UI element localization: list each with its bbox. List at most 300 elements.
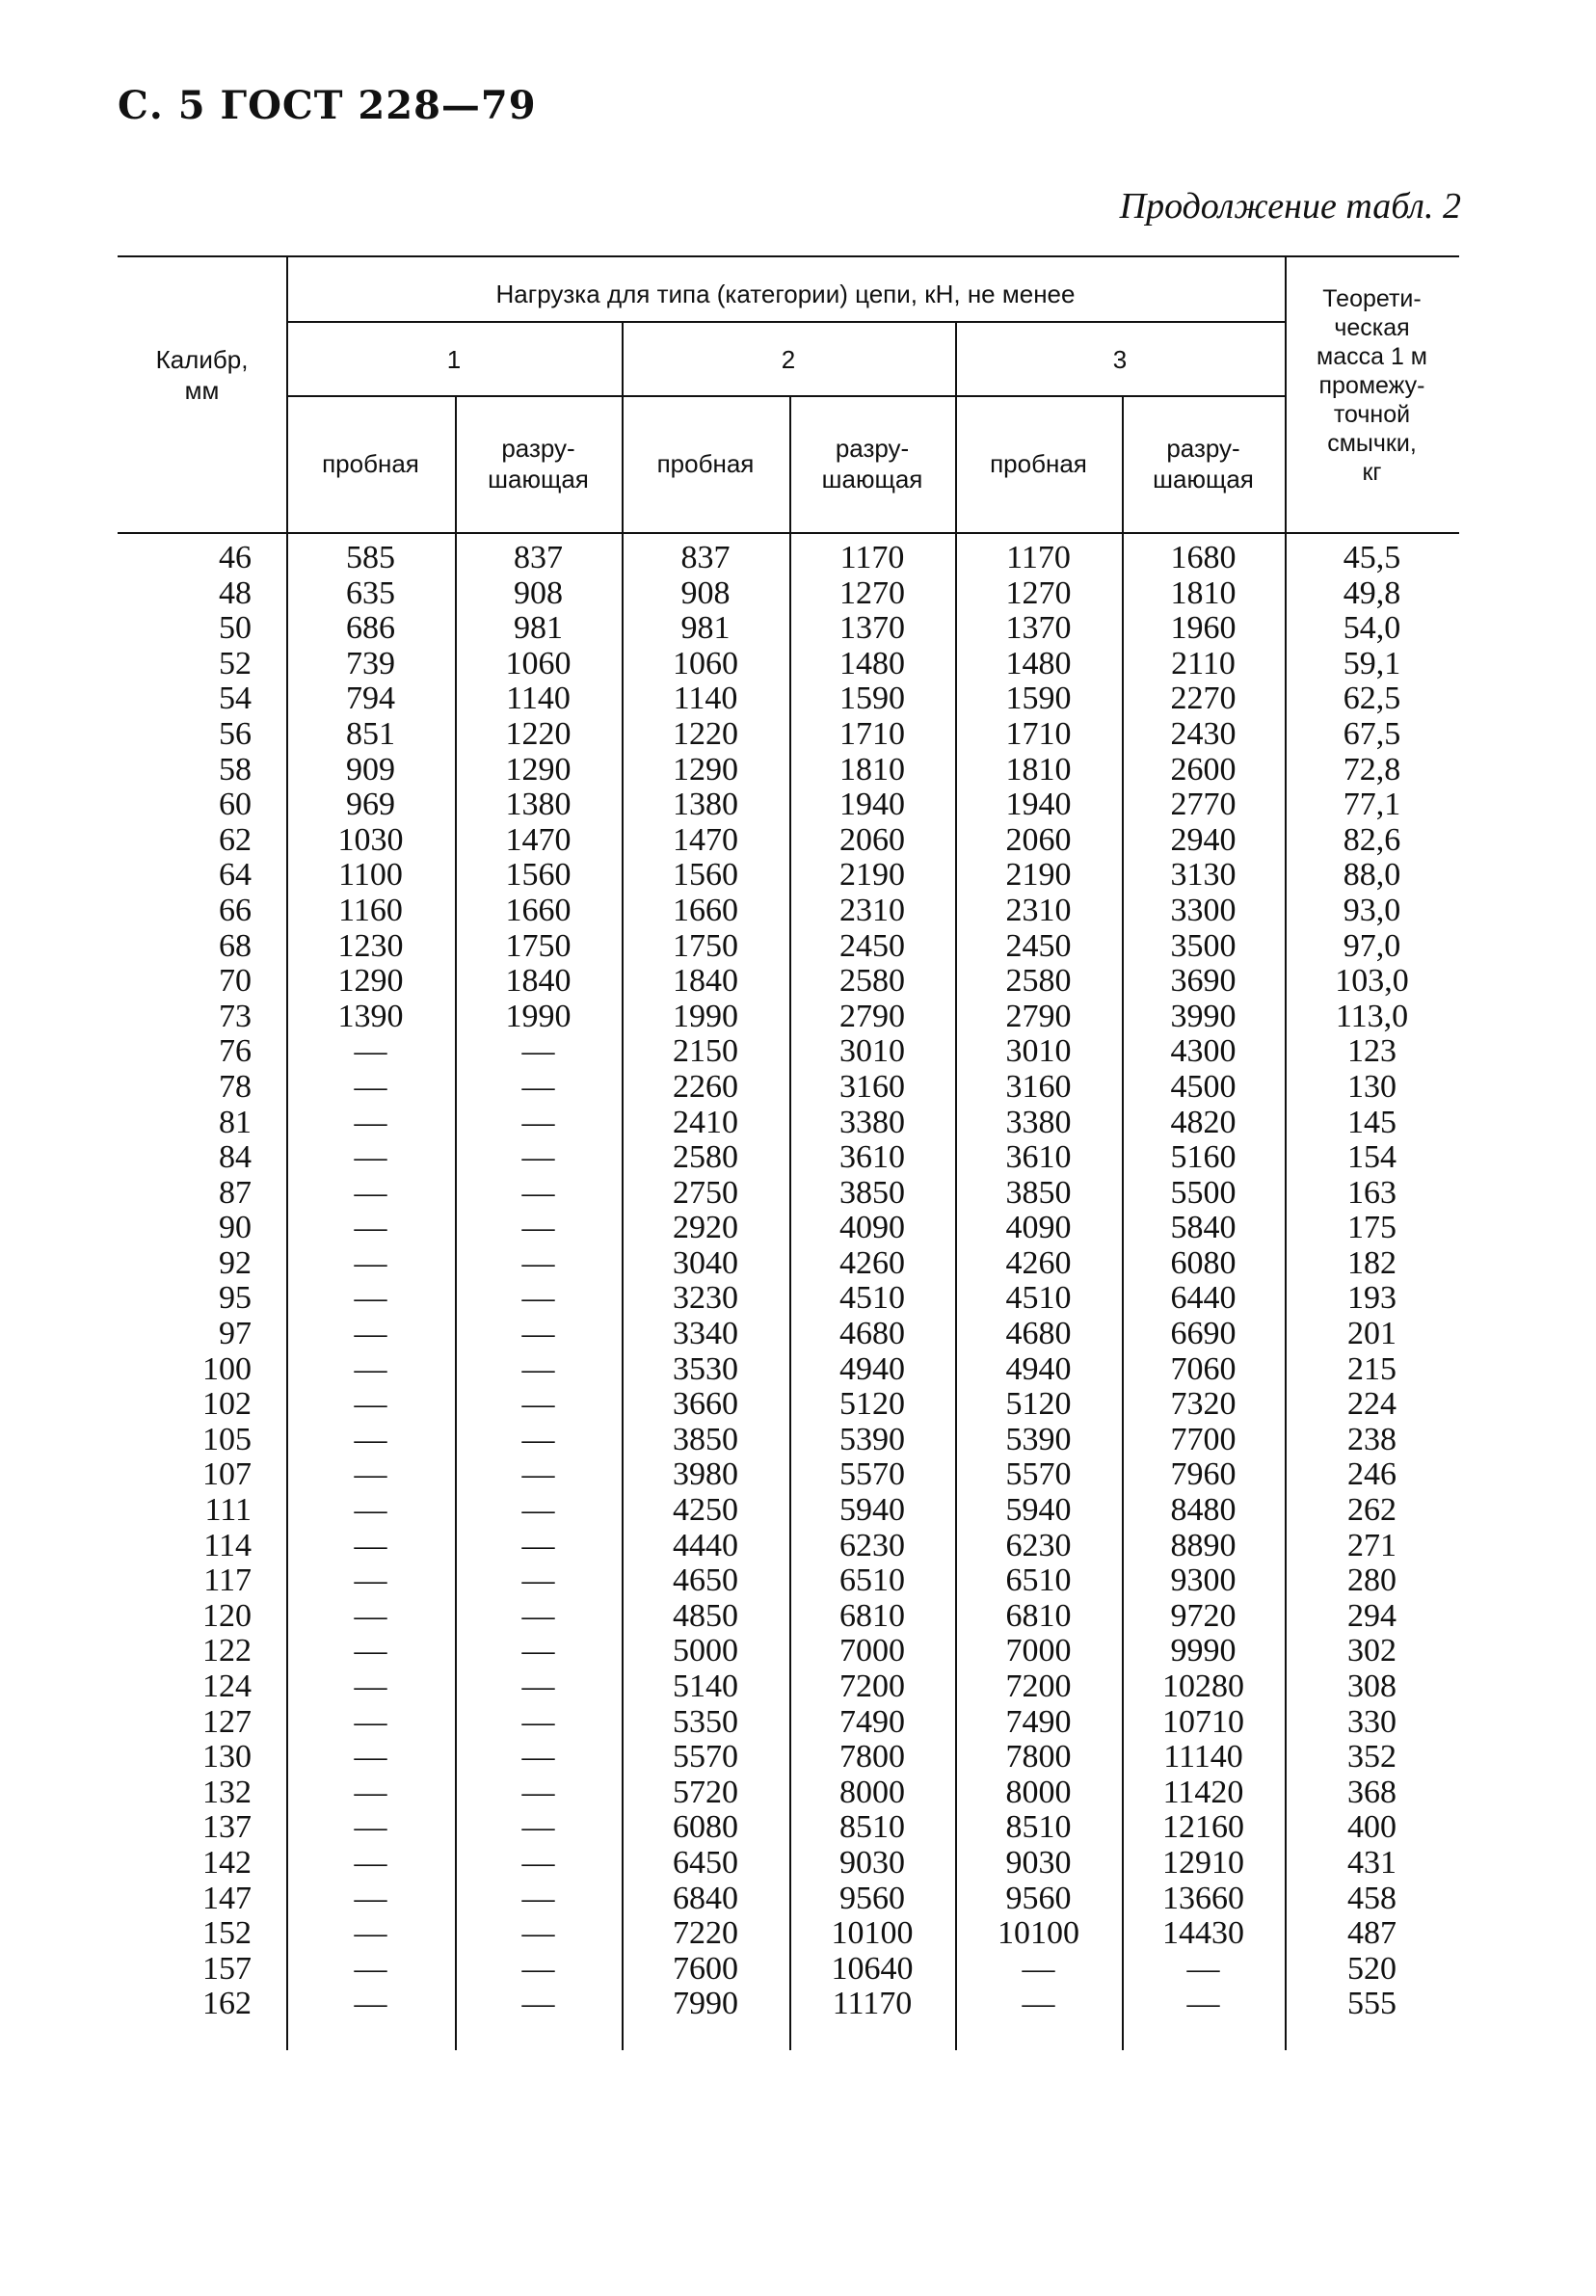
table-cell: 62 — [219, 821, 252, 858]
table-cell: 3980 — [673, 1456, 738, 1493]
table-cell: 837 — [680, 540, 731, 575]
table-cell: 1270 — [1005, 574, 1072, 611]
table-cell: 46 — [219, 540, 252, 575]
table-cell: 201 — [1347, 1316, 1396, 1352]
table-cell: — — [354, 1562, 387, 1599]
table-cell: 193 — [1347, 1280, 1396, 1317]
table-cell: 2580 — [839, 963, 905, 1000]
table-cell: — — [521, 1350, 555, 1387]
table-cell: 908 — [514, 574, 563, 611]
table-cell: 5390 — [839, 1421, 905, 1457]
table-cell: 9030 — [839, 1844, 905, 1881]
table-cell: 1370 — [839, 610, 905, 647]
table-cell: — — [521, 1844, 555, 1881]
table-cell: 224 — [1347, 1386, 1396, 1423]
mass-header: Теорети- ческая масса 1 м промежу- точной смычки, кг — [1317, 285, 1427, 486]
table-cell: 5000 — [673, 1633, 738, 1669]
continuation-label: Продолжение табл. 2 — [1119, 186, 1461, 227]
table-cell: 12910 — [1162, 1844, 1244, 1881]
table-cell: 1030 — [337, 821, 404, 858]
table-cell: 1810 — [1170, 574, 1237, 611]
table-cell: — — [354, 1950, 387, 1987]
table-cell: 5570 — [839, 1456, 905, 1493]
table-cell: 54,0 — [1343, 610, 1401, 647]
table-cell: 8000 — [1005, 1774, 1072, 1810]
table-cell: 137 — [202, 1809, 252, 1846]
table-cell: 7490 — [839, 1703, 905, 1740]
table-cell: 182 — [1347, 1244, 1396, 1281]
table-cell: 4850 — [673, 1597, 738, 1634]
table-cell: — — [354, 1633, 387, 1669]
table-cell: 4300 — [1170, 1033, 1237, 1070]
table-cell: 142 — [202, 1844, 252, 1881]
table-cell: — — [521, 1527, 555, 1563]
type3-breaking-header: разру- шающая — [1153, 434, 1254, 494]
type-2-header: 2 — [781, 345, 796, 374]
table-cell: 2060 — [839, 821, 905, 858]
table-cell: 1380 — [673, 787, 738, 823]
table-cell: — — [521, 1950, 555, 1987]
table-cell: 73 — [219, 998, 252, 1034]
table-cell: 111 — [204, 1492, 252, 1529]
table-cell: 4940 — [1005, 1350, 1072, 1387]
table-cell: 13660 — [1162, 1880, 1244, 1916]
table-cell: — — [354, 1174, 387, 1211]
table-cell: — — [521, 1068, 555, 1105]
table-cell: 981 — [514, 610, 563, 647]
caliber-header: Калибр, мм — [155, 345, 249, 405]
table-cell: — — [1186, 1950, 1220, 1987]
table-cell: 6810 — [1005, 1597, 1072, 1634]
table-cell: — — [521, 1386, 555, 1423]
table-cell: 1990 — [505, 998, 572, 1034]
table-cell: 123 — [1347, 1033, 1396, 1070]
table-cell: 3340 — [673, 1316, 738, 1352]
table-cell: 1660 — [505, 892, 572, 928]
table-cell: 7000 — [839, 1633, 905, 1669]
table-cell: — — [354, 1492, 387, 1529]
table-cell: 130 — [1347, 1068, 1396, 1105]
table-cell: 50 — [219, 610, 252, 647]
table-cell: 215 — [1347, 1350, 1396, 1387]
table-cell: 4650 — [673, 1562, 738, 1599]
table-cell: 4500 — [1170, 1068, 1237, 1105]
table-cell: 2410 — [673, 1104, 738, 1140]
table-cell: 6510 — [839, 1562, 905, 1599]
table-cell: — — [521, 1139, 555, 1176]
table-cell: 1060 — [505, 645, 572, 681]
table-cell: 1100 — [338, 857, 403, 894]
table-cell: 11170 — [832, 1986, 913, 2022]
table-cell: 1270 — [839, 574, 905, 611]
table-cell: 3010 — [839, 1033, 905, 1070]
table-cell: 7700 — [1170, 1421, 1237, 1457]
table-cell: 400 — [1347, 1809, 1396, 1846]
table-cell: 59,1 — [1343, 645, 1401, 681]
table-cell: — — [521, 1633, 555, 1669]
table-cell: — — [521, 1456, 555, 1493]
table-cell: 5500 — [1170, 1174, 1237, 1211]
table-cell: — — [521, 1174, 555, 1211]
table-cell: 2920 — [673, 1210, 738, 1246]
table-cell: — — [521, 1244, 555, 1281]
table-cell: 3160 — [839, 1068, 905, 1105]
table-cell: 739 — [346, 645, 395, 681]
table-cell: — — [354, 1844, 387, 1881]
table-cell: 280 — [1347, 1562, 1396, 1599]
table-cell: — — [521, 1739, 555, 1775]
table-cell: 2150 — [673, 1033, 738, 1070]
table-cell: 1940 — [839, 787, 905, 823]
page-header: С. 5 ГОСТ 228—79 — [118, 83, 537, 128]
table-cell: 7000 — [1005, 1633, 1072, 1669]
table-cell: 3850 — [1005, 1174, 1072, 1211]
table-cell: 4260 — [1005, 1244, 1072, 1281]
table-cell: 6690 — [1170, 1316, 1237, 1352]
table-cell: 6230 — [1005, 1527, 1072, 1563]
table-cell: — — [521, 1809, 555, 1846]
table-cell: — — [521, 1597, 555, 1634]
table-cell: 302 — [1347, 1633, 1396, 1669]
table-cell: 1140 — [506, 681, 571, 717]
type2-test-header: пробная — [656, 449, 755, 478]
table-cell: 5120 — [1005, 1386, 1072, 1423]
table-cell: 14430 — [1162, 1915, 1244, 1952]
table-cell: — — [521, 1492, 555, 1529]
table-cell: 124 — [202, 1669, 252, 1704]
table-cell: — — [354, 1104, 387, 1140]
table-cell: 5840 — [1170, 1210, 1237, 1246]
table-cell: — — [521, 1915, 555, 1952]
table-top-rule — [118, 255, 1459, 257]
table-cell: — — [354, 1597, 387, 1634]
table-cell: 352 — [1347, 1739, 1396, 1775]
table-cell: 58 — [219, 751, 252, 788]
table-cell: 3610 — [839, 1139, 905, 1176]
table-cell: 113,0 — [1335, 998, 1409, 1034]
table-cell: 145 — [1347, 1104, 1396, 1140]
table-cell: 11420 — [1162, 1774, 1244, 1810]
table-cell: 60 — [219, 787, 252, 823]
load-group-header: Нагрузка для типа (категории) цепи, кН, не менее — [495, 280, 1076, 308]
table-cell: 908 — [680, 574, 731, 611]
table-cell: — — [521, 1421, 555, 1457]
table-cell: 8510 — [839, 1809, 905, 1846]
table-cell: 2060 — [1005, 821, 1072, 858]
table-cell: 2790 — [1005, 998, 1072, 1034]
table-cell: 7060 — [1170, 1350, 1237, 1387]
table-cell: 1220 — [673, 715, 738, 752]
table-cell: 95 — [219, 1280, 252, 1317]
table-cell: 72,8 — [1343, 751, 1401, 788]
table-cell: 2310 — [839, 892, 905, 928]
type2-test-column — [622, 541, 789, 2022]
type-1-header: 1 — [446, 345, 462, 374]
table-cell: — — [521, 1280, 555, 1317]
table-cell: 5120 — [839, 1386, 905, 1423]
table-cell: 5160 — [1170, 1139, 1237, 1176]
table-cell: 8480 — [1170, 1492, 1237, 1529]
table-cell: 45,5 — [1343, 540, 1401, 575]
table-cell: 66 — [219, 892, 252, 928]
table-cell: 3010 — [1005, 1033, 1072, 1070]
table-cell: 1750 — [673, 927, 738, 964]
table-cell: 3530 — [673, 1350, 738, 1387]
table-cell: 100 — [202, 1350, 252, 1387]
table-cell: 8890 — [1170, 1527, 1237, 1563]
table-cell: 487 — [1347, 1915, 1396, 1952]
table-cell: 132 — [202, 1774, 252, 1810]
table-cell: 6840 — [673, 1880, 738, 1916]
table-cell: 103,0 — [1335, 963, 1409, 1000]
table-cell: 81 — [219, 1104, 252, 1140]
table-cell: 6810 — [839, 1597, 905, 1634]
caliber-column — [118, 541, 286, 2022]
table-cell: — — [521, 1880, 555, 1916]
table-cell: 1220 — [505, 715, 572, 752]
table-cell: — — [354, 1421, 387, 1457]
table-cell: 175 — [1347, 1210, 1396, 1246]
type-3-header: 3 — [1112, 345, 1128, 374]
table-cell: 2770 — [1170, 787, 1237, 823]
table-cell: 1750 — [505, 927, 572, 964]
table-cell: 3850 — [839, 1174, 905, 1211]
table-cell: 3690 — [1170, 963, 1237, 1000]
table-cell: 1060 — [673, 645, 738, 681]
table-cell: 6230 — [839, 1527, 905, 1563]
table-cell: 431 — [1347, 1844, 1396, 1881]
table-cell: 114 — [203, 1527, 252, 1563]
table-cell: 2110 — [1171, 645, 1236, 681]
table-cell: 1470 — [505, 821, 572, 858]
table-cell: 7320 — [1170, 1386, 1237, 1423]
table-cell: 130 — [202, 1739, 252, 1775]
table-cell: 2600 — [1170, 751, 1237, 788]
table-cell: 2580 — [1005, 963, 1072, 1000]
table-cell: — — [521, 1316, 555, 1352]
table-cell: — — [354, 1280, 387, 1317]
type3-breaking-column — [1122, 541, 1285, 2022]
table-cell: 105 — [202, 1421, 252, 1457]
table-cell: 5140 — [673, 1669, 738, 1704]
table-cell: 127 — [202, 1703, 252, 1740]
table-cell: 6450 — [673, 1844, 738, 1881]
table-cell: 1370 — [1005, 610, 1072, 647]
table-cell: 686 — [346, 610, 395, 647]
table-cell: 10710 — [1162, 1703, 1244, 1740]
table-cell: 308 — [1347, 1669, 1396, 1704]
table-cell: 1840 — [505, 963, 572, 1000]
table-cell: — — [521, 1986, 555, 2022]
table-cell: 3130 — [1170, 857, 1237, 894]
table-cell: 330 — [1347, 1703, 1396, 1740]
table-cell: 1480 — [839, 645, 905, 681]
table-cell: 62,5 — [1343, 681, 1401, 717]
table-cell: 5350 — [673, 1703, 738, 1740]
table-cell: 3380 — [1005, 1104, 1072, 1140]
table-cell: 271 — [1347, 1527, 1396, 1563]
table-cell: 1710 — [1005, 715, 1072, 752]
table-cell: 7800 — [839, 1739, 905, 1775]
table-cell: 1290 — [505, 751, 572, 788]
table-cell: 1560 — [673, 857, 738, 894]
table-cell: — — [521, 1033, 555, 1070]
table-cell: 2790 — [839, 998, 905, 1034]
table-cell: — — [354, 1350, 387, 1387]
table-cell: 1380 — [505, 787, 572, 823]
table-cell: 1960 — [1170, 610, 1237, 647]
table-cell: 294 — [1347, 1597, 1396, 1634]
table-cell: 2190 — [1005, 857, 1072, 894]
table-cell: 5570 — [1005, 1456, 1072, 1493]
table-cell: 2260 — [673, 1068, 738, 1105]
type1-breaking-header: разру- шающая — [488, 434, 589, 494]
table-cell: 77,1 — [1343, 787, 1401, 823]
table-cell: 2580 — [673, 1139, 738, 1176]
table-cell: 4510 — [1005, 1280, 1072, 1317]
table-cell: 64 — [219, 857, 252, 894]
table-cell: 157 — [202, 1950, 252, 1987]
table-cell: 122 — [202, 1633, 252, 1669]
table-cell: 1810 — [1005, 751, 1072, 788]
table-cell: — — [521, 1562, 555, 1599]
table-cell: 3850 — [673, 1421, 738, 1457]
table-cell: 7200 — [1005, 1669, 1072, 1704]
table-cell: 4090 — [1005, 1210, 1072, 1246]
table-cell: — — [521, 1104, 555, 1140]
table-cell: — — [521, 1210, 555, 1246]
table-cell: 1560 — [505, 857, 572, 894]
type1-test-header: пробная — [322, 449, 419, 478]
table-cell: 635 — [346, 574, 395, 611]
table-cell: 78 — [219, 1068, 252, 1105]
table-cell: 246 — [1347, 1456, 1396, 1493]
type2-breaking-header: разру- шающая — [821, 434, 923, 494]
table-cell: 2750 — [673, 1174, 738, 1211]
table-cell: 88,0 — [1343, 857, 1401, 894]
table-cell: 7960 — [1170, 1456, 1237, 1493]
table-cell: 7200 — [839, 1669, 905, 1704]
table-cell: 2450 — [1005, 927, 1072, 964]
table-cell: 1660 — [673, 892, 738, 928]
table-cell: 67,5 — [1343, 715, 1401, 752]
table-cell: 3990 — [1170, 998, 1237, 1034]
table-cell: 9720 — [1170, 1597, 1237, 1634]
table-cell: 3040 — [673, 1244, 738, 1281]
table-cell: 4090 — [839, 1210, 905, 1246]
table-cell: 1390 — [337, 998, 404, 1034]
table-cell: — — [1022, 1950, 1055, 1987]
table-cell: 97 — [219, 1316, 252, 1352]
table-cell: — — [1022, 1986, 1055, 2022]
table-cell: 84 — [219, 1139, 252, 1176]
table-cell: 162 — [202, 1986, 252, 2022]
table-cell: 1470 — [673, 821, 738, 858]
table-cell: 1590 — [1005, 681, 1072, 717]
table-cell: 9030 — [1005, 1844, 1072, 1881]
table-cell: 48 — [219, 574, 252, 611]
table-cell: — — [354, 1244, 387, 1281]
table-cell: — — [521, 1703, 555, 1740]
table-cell: 2940 — [1170, 821, 1237, 858]
table-cell: — — [354, 1986, 387, 2022]
table-cell: 1230 — [337, 927, 404, 964]
table-cell: 5940 — [839, 1492, 905, 1529]
table-cell: 4250 — [673, 1492, 738, 1529]
type3-test-column — [955, 541, 1122, 2022]
table-cell: 1140 — [673, 681, 738, 717]
table-cell: 8000 — [839, 1774, 905, 1810]
table-cell: 12160 — [1162, 1809, 1244, 1846]
load-group-rule — [286, 321, 1285, 323]
table-cell: 3230 — [673, 1280, 738, 1317]
table-cell: 1710 — [839, 715, 905, 752]
table-cell: 7600 — [673, 1950, 738, 1987]
table-cell: 3300 — [1170, 892, 1237, 928]
table-cell: — — [354, 1068, 387, 1105]
table-cell: — — [354, 1456, 387, 1493]
table-cell: — — [354, 1915, 387, 1952]
table-cell: 4940 — [839, 1350, 905, 1387]
table-cell: 2450 — [839, 927, 905, 964]
table-cell: 1160 — [338, 892, 403, 928]
table-cell: 87 — [219, 1174, 252, 1211]
table-cell: 794 — [346, 681, 395, 717]
table-cell: 1480 — [1005, 645, 1072, 681]
table-cell: 11140 — [1163, 1739, 1243, 1775]
table-cell: 10280 — [1162, 1669, 1244, 1704]
table-cell: 6080 — [673, 1809, 738, 1846]
table-cell: — — [1186, 1986, 1220, 2022]
type3-test-header: пробная — [990, 449, 1087, 478]
table-cell: 4680 — [839, 1316, 905, 1352]
table-cell: 6440 — [1170, 1280, 1237, 1317]
table-cell: 120 — [202, 1597, 252, 1634]
table-cell: 1940 — [1005, 787, 1072, 823]
type2-breaking-column — [789, 541, 955, 2022]
table-cell: 909 — [346, 751, 395, 788]
type1-breaking-column — [455, 541, 622, 2022]
table-cell: 837 — [514, 540, 563, 575]
table-cell: — — [354, 1774, 387, 1810]
table-cell: — — [354, 1139, 387, 1176]
table-cell: 56 — [219, 715, 252, 752]
table-cell: 6510 — [1005, 1562, 1072, 1599]
table-cell: 70 — [219, 963, 252, 1000]
table-cell: 1170 — [1006, 540, 1071, 575]
table-cell: — — [354, 1880, 387, 1916]
table-cell: 10100 — [831, 1915, 914, 1952]
table-cell: 117 — [203, 1562, 252, 1599]
table-cell: 5720 — [673, 1774, 738, 1810]
table-cell: 9560 — [839, 1880, 905, 1916]
table-cell: 107 — [202, 1456, 252, 1493]
table-cell: — — [521, 1669, 555, 1704]
table-cell: 6080 — [1170, 1244, 1237, 1281]
table-cell: 2430 — [1170, 715, 1237, 752]
table-cell: 147 — [202, 1880, 252, 1916]
table-cell: 9300 — [1170, 1562, 1237, 1599]
table-cell: 262 — [1347, 1492, 1396, 1529]
table-cell: 97,0 — [1343, 927, 1401, 964]
table-cell: 3160 — [1005, 1068, 1072, 1105]
table-cell: 3500 — [1170, 927, 1237, 964]
table-cell: 1290 — [337, 963, 404, 1000]
table-cell: 76 — [219, 1033, 252, 1070]
table-cell: 4440 — [673, 1527, 738, 1563]
table-cell: — — [354, 1033, 387, 1070]
table-cell: 9990 — [1170, 1633, 1237, 1669]
